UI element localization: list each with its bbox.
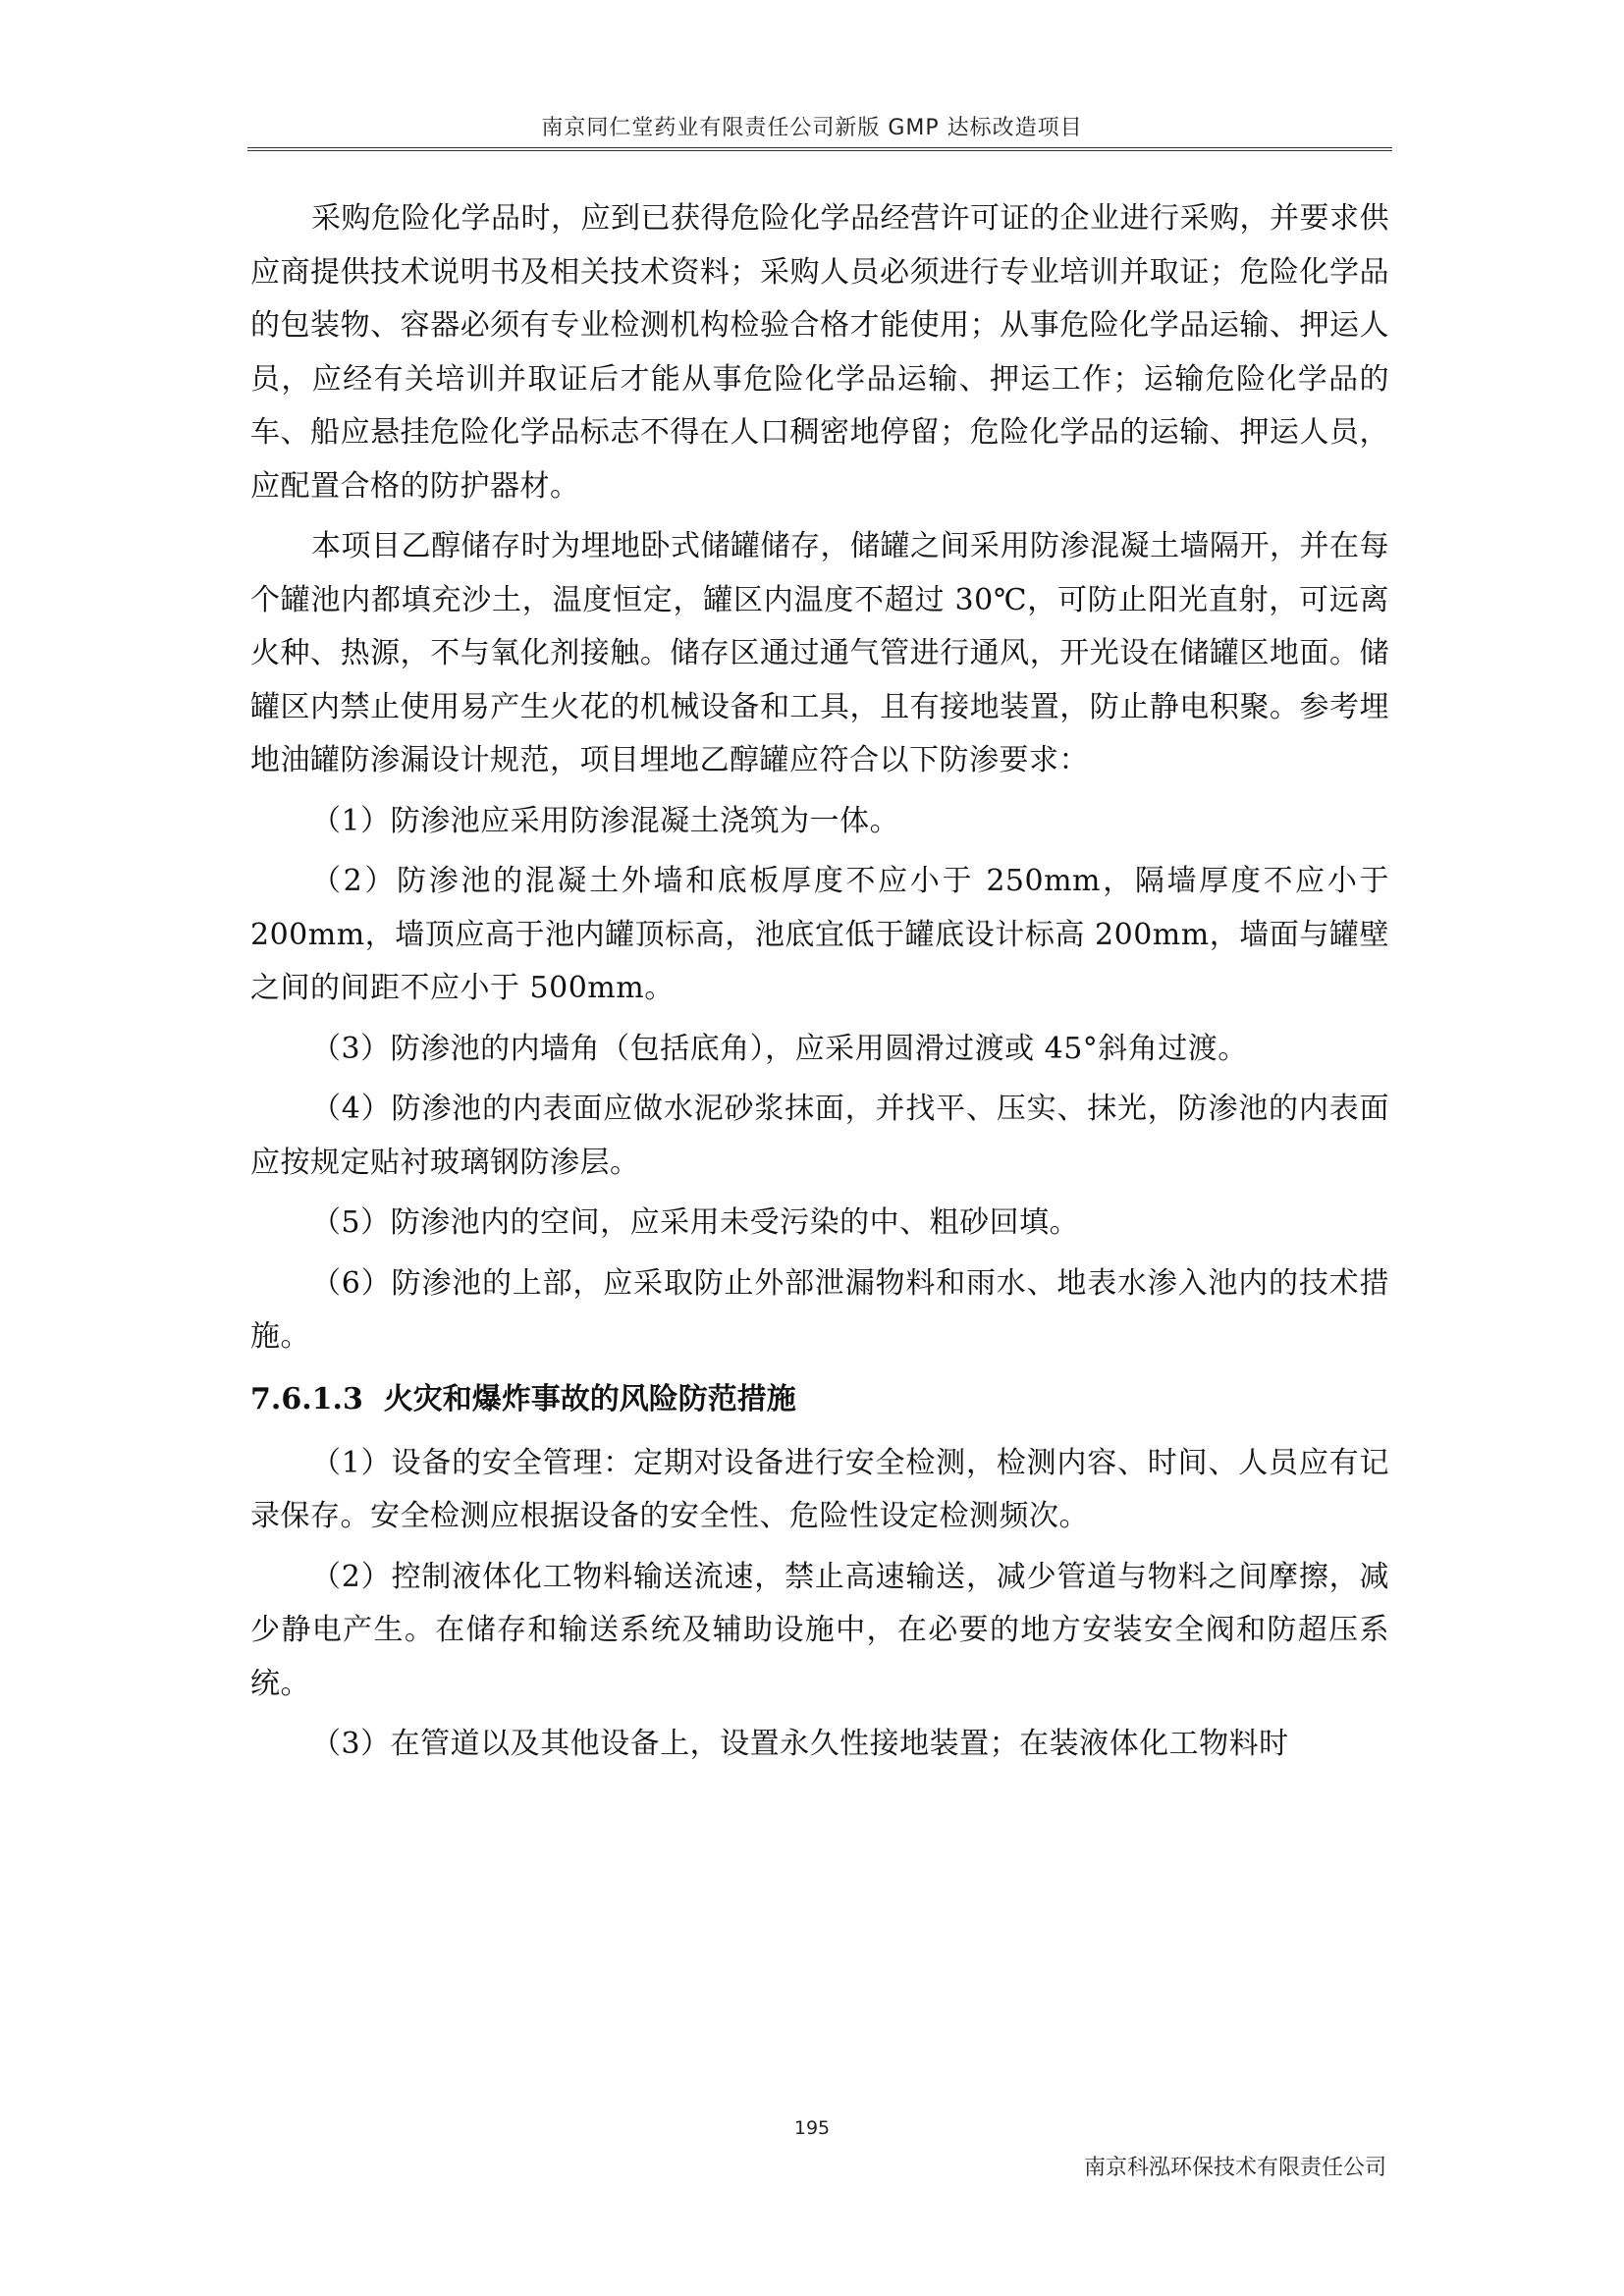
section-heading: [250, 1374, 1389, 1425]
list-item: （1）设备的安全管理：定期对设备进行安全检测，检测内容、时间、人员应有记录保存。安全检测应根据设备的安全性、危险性设定检测频次。: [250, 1445, 1389, 1533]
page-number: 195: [793, 2117, 831, 2139]
section-number: 7.6.1.3: [250, 1381, 363, 1416]
footer-company: 南京科泓环保技术有限责任公司: [1083, 2156, 1386, 2180]
list-item: （1）防渗池应采用防渗混凝土浇筑为一体。: [311, 803, 900, 838]
list-item: （2）防渗池的混凝土外墙和底板厚度不应小于 250mm，隔墙厚度不应小于 200mm，墙顶应高于池内罐顶标高，池底宜低于罐底设计标高 200mm，墙面与罐壁之间的间距不应小于 500mm。: [250, 864, 1389, 1005]
page-header-title: 南京同仁堂药业有限责任公司新版 GMP 达标改造项目: [541, 116, 1083, 140]
list-item: （3）在管道以及其他设备上，设置永久性接地装置；在装液体化工物料时: [311, 1727, 1289, 1761]
list-item: （2）控制液体化工物料输送流速，禁止高速输送，减少管道与物料之间摩擦，减少静电产生。在储存和输送系统及辅助设施中，在必要的地方安装安全阀和防超压系统。: [250, 1559, 1389, 1701]
document-body: [250, 192, 1389, 1772]
paragraph: 本项目乙醇储存时为埋地卧式储罐储存，储罐之间采用防渗混凝土墙隔开，并在每个罐池内都填充沙土，温度恒定，罐区内温度不超过 30℃，可防止阳光直射，可远离火种、热源，不与氧化剂接触。储存区通过通气管进行通风，开光设在储罐区地面。储罐区内禁止使用易产生火花的机械设备和工具，且有接地装置，防止静电积聚。参考埋地油罐防渗漏设计规范，项目埋地乙醇罐应符合以下防渗要求：: [250, 529, 1389, 777]
list-item: （4）防渗池的内表面应做水泥砂浆抹面，并找平、压实、抹光，防渗池的内表面应按规定贴衬玻璃钢防渗层。: [250, 1092, 1389, 1180]
header-divider: [247, 147, 1392, 151]
paragraph: 采购危险化学品时，应到已获得危险化学品经营许可证的企业进行采购，并要求供应商提供技术说明书及相关技术资料；采购人员必须进行专业培训并取证；危险化学品的包装物、容器必须有专业检测机构检验合格才能使用；从事危险化学品运输、押运人员，应经有关培训并取证后才能从事危险化学品运输、押运工作；运输危险化学品的车、船应悬挂危险化学品标志不得在人口稠密地停留；危险化学品的运输、押运人员，应配置合格的防护器材。: [250, 201, 1389, 504]
list-item: （5）防渗池内的空间，应采用未受污染的中、粗砂回填。: [311, 1205, 1080, 1240]
section-title: 火灾和爆炸事故的风险防范措施: [383, 1381, 796, 1416]
list-item: （6）防渗池的上部，应采取防止外部泄漏物料和雨水、地表水渗入池内的技术措施。: [250, 1265, 1389, 1354]
list-item: （3）防渗池的内墙角（包括底角），应采用圆滑过渡或 45°斜角过渡。: [311, 1031, 1248, 1066]
